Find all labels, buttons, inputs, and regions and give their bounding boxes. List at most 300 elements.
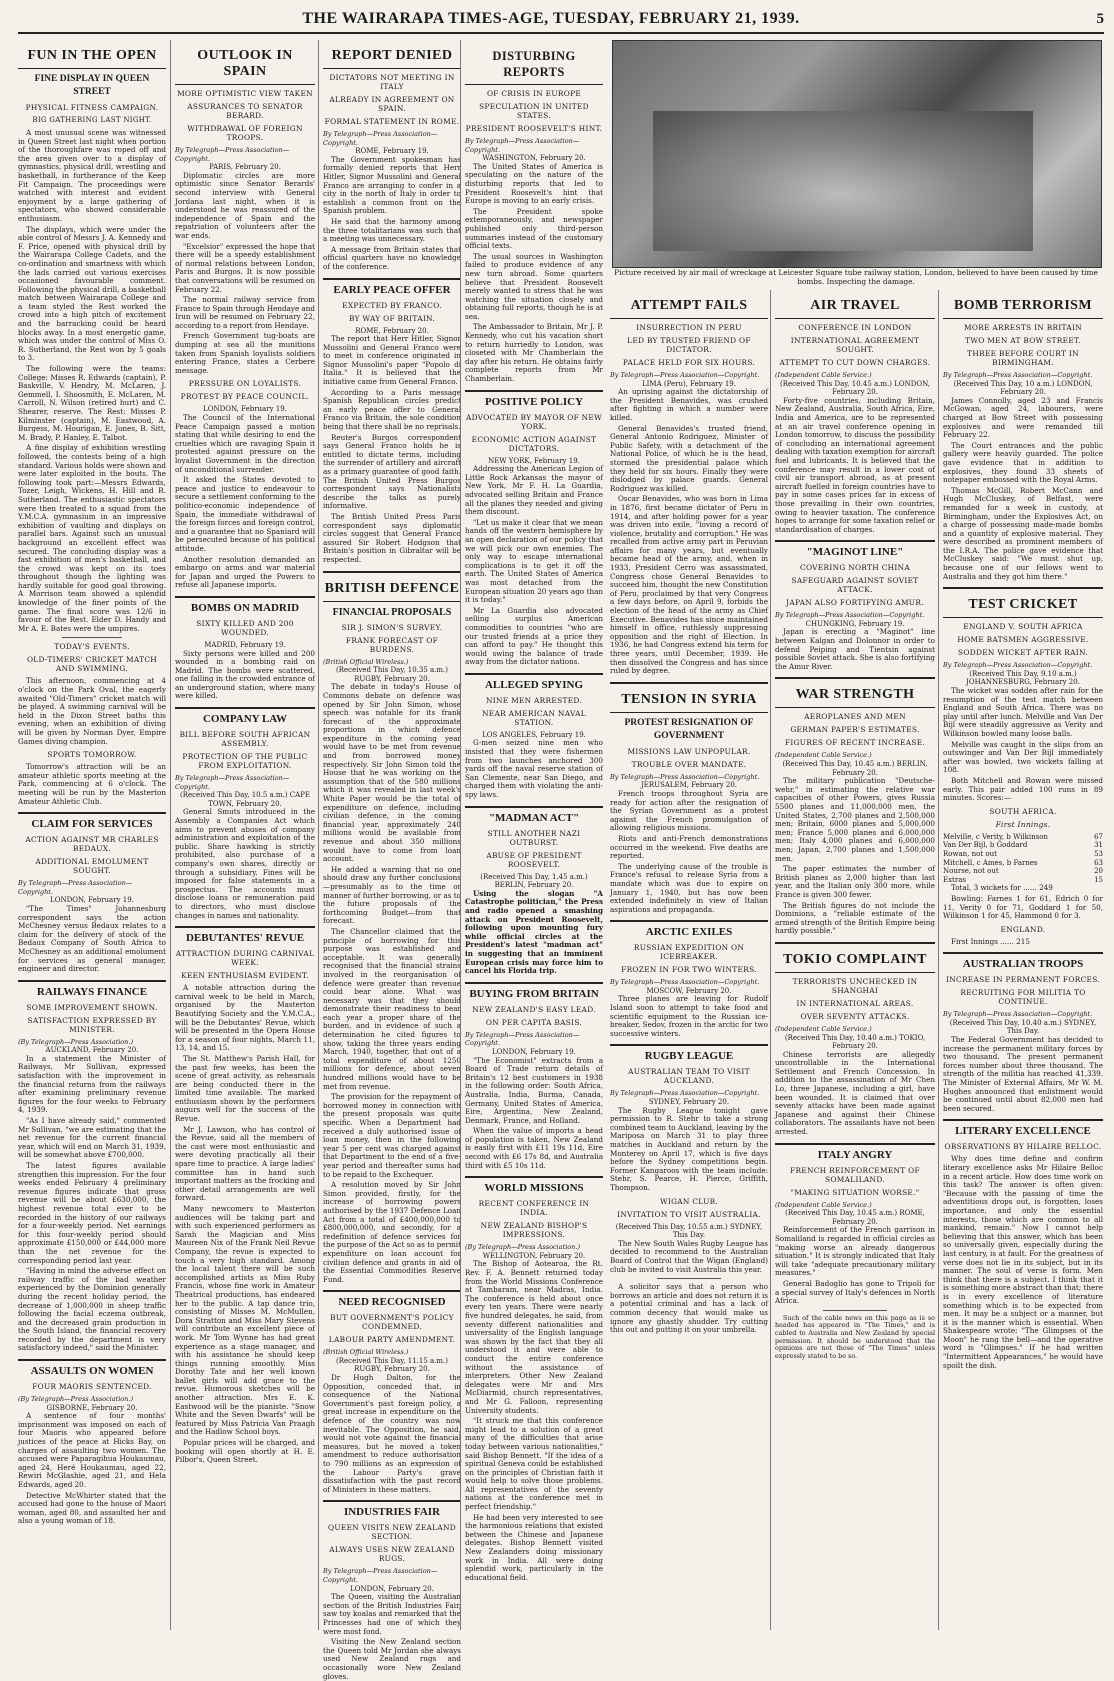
paragraph: The Federal Government has decided to increase the permanent military forces by two thousand. The present permanent forces number about three thousand. The strength of the militia has reached 41,339. The Minister of External Affairs, Mr W. M. Hughes announced that enlistment would be continued until about 82,000 men had been secured. (943, 1035, 1103, 1113)
paragraph: "Let us make it clear that we mean hands off the western hemisphere by an open declaration of our policy that we will pick our own enemies. The only way to escape international complications is to get it off the earth. The United States of America was most detached from the European situation 20 years ago than it is today." (465, 517, 603, 605)
paragraph: Oscar Benavides, who was born in Lima in 1876, first became dictator of Peru in 1914, and after holding power for a year was driven into exile, "loving a record of violence, brutality and corruption." He was recalled from active army part in Peruvian affairs for many years, but eventually became head of the army, and, when in 1933, President Cerro was assassinated, Congress chose General Benavides to succeed him, thought the new Constitution of Peru, proclaimed by that very Congress a few days before, on April 9, forbids the election of the head of the army as Chief Executive. Benavides has since maintained himself in office, ruthlessly suppressing opposition and the right of Election. In 1936, he had Congress extend his term for three years, until December, 1939. He then dissolved the Congress and has since ruled by degree. (610, 494, 768, 676)
column-3 (318, 40, 465, 1681)
paragraph: G-men seized nine men who insisted that they were fishermen from two launches anchored 300 yards off the naval reserve station of San Clemente, near San Diego, and charged them with violating the anti-spy laws. (465, 738, 603, 800)
headline: LITERARY EXCELLENCE (955, 1125, 1091, 1138)
column-5 (606, 290, 772, 1630)
byline: By Telegraph—Press Association—Copyright. (943, 371, 1093, 379)
dateline: WELLINGTON, February 20. (482, 1251, 586, 1260)
article-need-recognised (323, 1290, 461, 1494)
dateline: (Received This Day, 10.45 a.m.) BERLIN, February 20. (782, 760, 928, 777)
paragraph: The provision for the repayment of borrowed money in connection with the present proposals was quite specific. When a Department had received a duly authorised issue of loan money, then in the following year 5 per cent was charged against that Department to the end of a five-year period and thereafter sums had to be repaid to the Exchequer. (323, 1092, 461, 1179)
paragraph: The President spoke extemporaneously, and newspaper published only third-person summaries instead of the customary official texts. (465, 206, 603, 251)
headline: DISTURBING REPORTS (465, 44, 603, 85)
article-early-peace-offer (323, 278, 461, 565)
headline: TODAY'S EVENTS. (54, 642, 130, 652)
divider (657, 1278, 720, 1279)
paragraph: Using the slogan "A Catastrophe politician," the Press and radio opened a smashing attack on President Roosevelt, following upon mounting fury while official circles at the President's latest "madman act" in suggesting that an imminent European crisis may force him to cancel his Florida trip. (465, 888, 603, 976)
deck: WIGAN CLUB. (659, 1196, 719, 1206)
paragraph: "As I have already said," commented Mr Sullivan, "we are estimating that the net revenue for the current financial year, which will end on March 31, 1939, will be somewhat above £700,000. (18, 1116, 166, 1160)
paragraph: An uprising against the dictatorship of the President Benavides, was crushed after fighting in which a number were killed. (610, 387, 768, 422)
article-outlook-in-spain (175, 44, 315, 590)
deck: SATISFACTION EXPRESSED BY MINISTER. (27, 1015, 157, 1034)
dateline: LONDON, February 19. (203, 405, 287, 414)
byline: By Telegraph—Press Association—Copyright. (323, 1567, 438, 1584)
headline: AIR TRAVEL (775, 294, 935, 319)
headline: TEST CRICKET (943, 593, 1103, 618)
paragraph: Melville was caught in the slips from an outswinger and Van Der Bijl immediately after was bowled, two wickets falling at 108. (943, 739, 1103, 775)
deck: QUEEN VISITS NEW ZEALAND SECTION. (328, 1523, 456, 1542)
dateline: (Received This Day, 11.15 a.m.) RUGBY, February 20. (336, 1356, 448, 1374)
score-total: First Innings ...... 215 (951, 936, 1030, 946)
headline: TENSION IN SYRIA (610, 688, 768, 713)
score-total: Total, 3 wickets for ...... 249 (951, 883, 1053, 893)
deck: CONFERENCE IN LONDON (798, 323, 912, 332)
headline: RUGBY LEAGUE (644, 1050, 734, 1063)
paragraph: Detective McWhirter stated that the accused had gone to the house of Maori woman, aged 80, and assaulted her and also a young woman of 18. (18, 1490, 166, 1526)
paragraph: A solicitor says that a person who borrows an article and does not return it is a potential criminal and has a lack of common decency that would make us ignore any ghastly shudder. Try cutting this out and putting it on your umbrella. (610, 1282, 768, 1335)
deck: PROTEST BY PEACE COUNCIL. (180, 392, 310, 402)
deck: LABOUR PARTY AMENDMENT. (328, 1335, 456, 1345)
article-war-strength (775, 677, 935, 935)
paragraph: The military publication "Deutsche-wehr," in estimating the relative war capacities of other Powers, gives Russia 5500 planes and 11,000,000 men, the United States, 2,700 planes and 2,500,000 men; Britain, 6000 planes and 5,000,000 men; France 5,000 planes and 6,000,000 men; Italy 4,000 planes and 6,000,000 men; Japan, 2,700 planes and 1,500,000 men. (775, 776, 935, 863)
deck: ASSURANCES TO SENATOR BERARD. (187, 102, 303, 120)
byline: By Telegraph—Press Association—Copyright. (775, 611, 925, 620)
deck: IN INTERNATIONAL AREAS. (796, 998, 914, 1008)
article-attempt-fails (610, 294, 768, 676)
paragraph: A resolution moved by Sir John Simon provided, firstly, for the increase of borrowing powers authorised by the 1937 Defence Loan Act from a total of £400,000,000 to £800,000,000, and secondly, for a redefinition of defence services for the purpose of the Act so as to permit expenditure on loan account for civilian defence and grants in aid of the Essential Commodities Reserve Fund. (323, 1180, 461, 1284)
byline: By Telegraph—Press Association—Copyright. (323, 130, 438, 147)
article-arctic-exiles (610, 920, 768, 1038)
bowling-figures: Bowling: Farnes 1 for 61, Edrich 0 for 11, Verity 0 for 71, Goddard 1 for 50, Wilkinson 1 for 45, Hammond 0 for 3. (943, 893, 1103, 921)
deck: WITHDRAWAL OF FOREIGN TROOPS. (187, 124, 303, 142)
dateline: LONDON, February 19. (50, 896, 134, 905)
byline: (Independent Cable Service.) (775, 1200, 872, 1209)
article-test-cricket (943, 587, 1103, 946)
byline: By Telegraph—Press Association—Copyright. (175, 774, 290, 791)
paragraph: General Benavides's trusted friend, General Antonio Rodriguez, Minister of Public Safety, with a detachment of the National Police, of which he is the head, stormed the presidential palace which they held for six hours. Finally they were dislodged by palace guards. General Rodriguez was killed. (610, 423, 768, 493)
column-1 (18, 40, 170, 1630)
deck: RECRUITING FOR MILITIA TO CONTINUE. (960, 988, 1086, 1007)
score-row: Nourse, not out 20 (943, 867, 1103, 876)
dateline: (Received This Day, 10.40 a.m.) TOKIO, February 20. (784, 1033, 926, 1051)
column-2 (170, 40, 319, 1630)
paragraph: Japan is erecting a "Maginot" line between Kalgan and Dolonnor in order to defend Peiping and Tientsin against possible Soviet attack. She is also fortifying the Amur River. (775, 627, 935, 671)
byline: By Telegraph—Press Association—Copyright. (610, 1089, 760, 1098)
deck: BILL BEFORE SOUTH AFRICAN ASSEMBLY. (179, 730, 311, 749)
byline: (Independent Cable Service.) (775, 1024, 872, 1033)
paragraph: "The Economist" extracts from a Board of Trade return details of Britain's 12 best customers in 1938 in the following order: South Africa, Australia, India, Burma, Canada, Germany, United States of America, Eire, Argentina, New Zealand, Denmark, France, and Holland. (465, 1055, 603, 1125)
dateline: LONDON, February 19. (492, 1047, 576, 1056)
deck: SOME IMPROVEMENT SHOWN. (26, 1002, 158, 1012)
headline: INDUSTRIES FAIR (343, 1506, 441, 1519)
deck: SAFEGUARD AGAINST SOVIET ATTACK. (791, 576, 919, 595)
paragraph: The paper estimates the number of British planes as 2,000 higher than last year, and the Italian only 300 more, while France is given 300 fewer. (775, 864, 935, 899)
byline: (By Telegraph—Press Association.) (18, 1395, 133, 1404)
article-tokio-complaint (775, 942, 935, 1137)
dateline: WASHINGTON, February 20. (482, 154, 586, 163)
photo-caption: Picture received by air mail of wreckage at Leicester Square tube railway station, London, believed to have been caused by time bombs. Inspecting the damage. (614, 268, 1098, 286)
headline: NEED RECOGNISED (338, 1296, 446, 1309)
paragraph: Reinforcement of the French garrison in Somaliland is regarded in official circles as "making worse an already dangerous situation." It is strongly indicated that Italy will take "adequate precautionary military measures." (775, 1225, 935, 1278)
paragraph: The normal railway service from France to Spain through Hendaye and Irun will be resumed on February 22, according to a report from Hendaye. (175, 295, 315, 330)
dateline: (Received This Day, 10.45 a.m.) LONDON, February 20. (780, 379, 930, 397)
paragraph: Popular prices will be charged, and booking will open shortly at H. E. Pilbor's, Queen Street. (175, 1438, 315, 1465)
dateline: (Received This Day, 10.35 a.m.) RUGBY, February 20. (336, 666, 448, 683)
dateline: MADRID, February 19. (204, 640, 286, 649)
deck: ADDITIONAL EMOLUMENT SOUGHT. (35, 857, 149, 876)
deck: AEROPLANES AND MEN (804, 712, 906, 722)
paragraph: The Chancellor claimed that the principle of borrowing for this purpose was established and acceptable. It was generally recognised that the financial strains involved in the reorganisation of defence were greater than revenue could bear alone. What was necessary was that they should demonstrate their readiness to bear each year a proper share of the burden, and in evidence of such a determination he cited figures to show, taking the three years ending March, 1940, together, that out of a total expenditure of about 1250 millions for defence, about seven hundred millions would have to be met from revenue. (323, 926, 461, 1091)
article-company-law (175, 707, 315, 920)
paragraph: Thomas McGill, Robert McCann and Hugh McCluskey, of Belfast, were remanded for a week in custody, at Birmingham, under the Explosives Act, on a charge of possessing made-made bombs and a quantity of explosive material. They were described as prominent members of the I.R.A. The police gave evidence that McCluskey said: "We must shut up, because one of our fellows went to Australia and they got him there." (943, 485, 1103, 581)
paragraph: A fine display of exhibition wrestling followed, the contests being of a high standard. Various holds were shown and were later exploited in the bouts. The following took part:—Messrs Edwards, Tozer, Leigh, Wickens, H. Hill and R. Sutherland. The enthusiastic spectators were then treated to a squad from the Y.M.C.A. gymnasium in an impressive exhibition of vaulting and displays on parallel bars. Against such an unusual background an excellent effect was secured. The concluding display was a fast exhibition of men's basketball, and the crowd was kept on its toes throughout though the lighting was hardly suitable for good goal throwing. A Morrison team showed a splendid knowledge of the finer points of the game. The final score was 12/6 in favour of the Rest. Elder D. Handy and Mr A. E. Bates were the umpires. (18, 443, 166, 633)
paragraph: The British figures do not include the Dominions, a "reliable estimate of the armed strength of the British Empire being hardly possible." (775, 900, 935, 936)
deck: ATTRACTION DURING CARNIVAL WEEK. (175, 949, 315, 968)
paragraph: Many newcomers to Masterton audiences will be taking part and with such experienced performers as Sarah the Magician and Miss Maureen Nix of the Frank Neil Revue Company, the revue is expected to touch a very high standard. Among the local talent there will be such accomplished artists as Miss Ruby Francis, whose fine work in Amateur Theatrical productions, has endeared her to the public. A tap dance trio, consisting of Misses M. McMullen, Dora Stratton and Miss Mary Stevens will contribute an excellent piece of work. Mr Tom Wynne has had great experience as a stage manager, and with his assistance he should keep things running smoothly. Miss Dorothy Tate and her well known ballet girls will add grace to the revue. Humorous sketches will be another attraction. Mrs E. K. Eastwood will be the pianiste. "Snow White and the Seven Dwarfs" will be featured by Miss Patricia Van Praagh and the Hadlow School boys. (175, 1204, 315, 1437)
deck: PALACE HELD FOR SIX HOURS. (622, 358, 756, 367)
headline: BRITISH DEFENCE (323, 577, 461, 602)
paragraph: General Badoglio has gone to Tripoli for a special survey of Italy's defences in North Africa. (775, 1278, 935, 1306)
paragraph: He added a warning that no one should draw any further conclusions—presumably as to the time or manner of further borrowing, or as to the future proposals of the forthcoming Budget—from that forecast. (323, 864, 461, 926)
deck: TROUBLE OVER MANDATE. (631, 759, 747, 769)
paragraph: Tomorrow's attraction will be an amateur athletic sports meeting at the Park, commencing at 6 o'clock. The meeting will be run by the Masterton Amateur Athletic Club. (18, 762, 166, 806)
dateline: LOS ANGELES, February 19. (482, 730, 586, 739)
deck: RUSSIAN EXPEDITION ON ICEBREAKER. (633, 943, 745, 962)
deck: OVER SEVENTY ATTACKS. (800, 1011, 910, 1021)
dateline: LIMA (Peru), February 19. (642, 379, 736, 388)
dateline: JERUSALEM, February 20. (640, 781, 738, 790)
paragraph: The British United Press Paris correspondent says diplomatic circles suggest that General Franco assured Sir Robert Hodgson that Britain's position in Gibraltar will be respected. (323, 511, 461, 564)
copyright-note: Such of the cable news on this page as is so headed has appeared in "The Times," and is cabled to Australia and New Zealand by special permission. It should be understood that the opinions are not those of "The Times" unless expressly stated to be so. (775, 1313, 935, 1360)
byline: By Telegraph—Press Association—Copyright. (175, 146, 290, 163)
headline: WORLD MISSIONS (484, 1182, 584, 1195)
deck: KEEN ENTHUSIASM EVIDENT. (181, 971, 309, 981)
paragraph: When the value of imports a head of population is taken, New Zealand is easily first with £11 19s 11d, Eire second with £6 17s 8d, and Australia third with £5 10s 11d. (465, 1126, 603, 1170)
dateline: SYDNEY, February 20. (648, 1098, 730, 1107)
divider (823, 1310, 887, 1311)
newspaper-title: THE WAIRARAPA TIMES-AGE, TUESDAY, FEBRUARY 21, 1939. (302, 10, 800, 27)
article-assaults-on-women (18, 1359, 166, 1526)
score-row: Van Der Bijl, b Goddard 31 (943, 841, 1103, 850)
article-literary-excellence (943, 1119, 1103, 1370)
article-world-missions (465, 1176, 603, 1582)
deck: JAPAN ALSO FORTIFYING AMUR. (786, 598, 924, 608)
deck: INTERNATIONAL AGREEMENT SOUGHT. (790, 336, 920, 354)
paragraph: A sentence of four months' imprisonment was imposed on each of four Maoris who appeared before justices of the peace at Hicks Bay, on charges of assaulting two women. The accused were Paparagihua Houkaumau, aged 24, Heré Houkaumau, aged 22, Rewiri McGlashie, aged 21, and Hela Edwards, aged 20. (18, 1411, 166, 1489)
byline: (Independent Cable Service.) (775, 751, 872, 760)
byline: By Telegraph—Press Association—Copyright. (610, 371, 760, 379)
deck: INSURRECTION IN PERU (636, 323, 742, 332)
paragraph: The Court entrances and the public gallery were heavily guarded. The police gave evidence that in addition to explosives, they found 33 sheets of notepaper embossed with the Royal Arms. (943, 440, 1103, 485)
deck: NEW ZEALAND'S EASY LEAD. (472, 1004, 596, 1014)
paragraph: Reuter's Burgos correspondent says General Franco holds he is entitled to dictate terms, including the surrender of artillery and aircraft as a primary guarantee of good faith. The British United Press Burgos correspondent says Nationalists describe the talks as purely informative. (323, 432, 461, 511)
dateline: ROME, February 20. (355, 326, 429, 335)
article-alleged-spying (465, 673, 603, 800)
dateline: (Received This Day, 9.10 a.m.) JOHANNESBURG, February 20. (966, 669, 1080, 687)
article-australian-troops (943, 952, 1103, 1113)
headline: RAILWAYS FINANCE (36, 985, 148, 998)
paragraph: The Queen, visiting the Australian section of the British Industries Fair, saw toy koalas and remarked that the Princesses had one of which they were most fond. (323, 1592, 461, 1636)
paragraph: The St. Matthew's Parish Hall, for the past few weeks, has been the scene of great activity, as rehearsals are being conducted there in the limited time available. The marked enthusiasm shown by the performers augurs well for the success of the Revue. (175, 1053, 315, 1124)
deck: MORE ARRESTS IN BRITAIN (963, 323, 1082, 332)
byline: By Telegraph—Press Association—Copyright. (943, 661, 1093, 670)
deck: ALREADY IN AGREEMENT ON SPAIN. (329, 95, 455, 113)
deck: FRANK FORECAST OF BURDENS. (345, 635, 439, 654)
paragraph: The usual sources in Washington failed to produce evidence of any new turn abroad. Some quarters believe that President Roosevelt merely wanted to stress that he was watching the situation closely and obtaining full reports, though he is at sea. (465, 251, 603, 321)
headline: ARCTIC EXILES (645, 926, 733, 939)
deck: PHYSICAL FITNESS CAMPAIGN. (25, 103, 159, 112)
paragraph: James Connolly, aged 23 and Francis McGowan, aged 24, labourers, were charged at Bow Street with possessing explosives and were remanded till February 22. (943, 395, 1103, 440)
deck: STILL ANOTHER NAZI OUTBURST. (487, 828, 581, 847)
paragraph: "Excelsior" expressed the hope that there will be a speedy establishment of normal relations between London, Paris and Burgos. It is now possible that conversations will be resumed on February 22. (175, 241, 315, 294)
dateline: PARIS, February 20. (209, 163, 281, 172)
headline: BUYING FROM BRITAIN (469, 987, 599, 1000)
headline: OUTLOOK IN SPAIN (175, 44, 315, 85)
news-photo-wreckage (612, 40, 1102, 268)
paragraph: The underlying cause of the trouble is France's refusal to release Syria from a mandate which was due to expire on January 1, 1940, but has now been extended indefinitely in view of Italian aspirations and propaganda. (610, 861, 768, 914)
paragraph: The New South Wales Rugby League has decided to recommend to the Australian Board of Control that the Wigan (England) club be invited to visit Australia this year. (610, 1238, 768, 1274)
deck: NEW ZEALAND BISHOP'S IMPRESSIONS. (480, 1221, 588, 1240)
paragraph: The report that Herr Hitler, Signor Mussolini and General Franco were to meet in conference originated in Signor Mussolini's paper "Popolo di Italia." It is believed that the initiative came from General Franco. (323, 334, 461, 387)
deck: HOME BATSMEN AGGRESSIVE. (957, 635, 1089, 645)
paragraph: The wicket was sodden after rain for the resumption of the test match between England and South Africa. There was no play until after lunch. Melville and Van Der Bijl were steadily aggressive as Verity and Wilkinson bowled many loose balls. (943, 686, 1103, 738)
headline: ATTEMPT FAILS (610, 294, 768, 319)
deck: AUSTRALIAN TEAM TO VISIT AUCKLAND. (628, 1067, 750, 1086)
deck: ENGLAND V. SOUTH AFRICA (963, 622, 1083, 632)
subheadline: FINE DISPLAY IN QUEEN STREET (34, 74, 150, 97)
dateline: (Received This Day, 10.5 a.m.) CAPE TOWN, February 20. (179, 791, 310, 808)
scoreboard (943, 833, 1103, 885)
score-row: Melville, c Verity, b Wilkinson 67 (943, 832, 1103, 841)
deck: BY WAY OF BRITAIN. (349, 313, 435, 323)
deck: LED BY TRUSTED FRIEND OF DICTATOR. (627, 336, 751, 354)
paragraph: Why does time define and confirm literary excellence asks Mr Hilaire Belloc in a recent article. How does time work on this task? The answer is often given: "Because with the passing of time the adventitious drops out, is forgotten, loses importance, and only the essential interests, those which are common to all mankind, remain." Now I cannot help believing that this answer, which has been so universally given, especially during the last century, is at fault. For the greatness of verse does not lie in its subject, but in its manner. The soul of verse is form. Men think that there is a subject. I think that it is something more abstract than that; there is in every excellence of literature something which is to be expected from men. It may be a subject or a manner, but it is the manner which is essential. When Shakespeare wrote: "The Glimpses of the Moon" he rang the bell—and the operative word is "Glimpses." If he had written "Intermittent Appearances," he would have spoilt the dish. (943, 1154, 1103, 1370)
article-italy-angry (775, 1143, 935, 1361)
deck: GERMAN PAPER'S ESTIMATES. (790, 725, 920, 735)
deck: RECENT CONFERENCE IN INDIA. (478, 1199, 590, 1218)
deck: EXPECTED BY FRANCO. (342, 300, 442, 310)
paragraph: The displays, which were under the able control of Messrs J. A. Kennedy and F. Price, opened with physical drill by the Wairarapa College Cadets, and the co-ordination and smartness with which the lads carried out various exercises occasioned favourable comment. Following the physical drill, a basketball match between Wairarapa College and a team styled the Rest worked the crowd into a high pitch of excitement and the barracking could be heard blocks away. In a most energetic game, which was under the control of Miss O. R. Sutherland, the Rest won by 5 goals to 3. (18, 224, 166, 363)
dateline: GISBORNE, February 20. (46, 1403, 138, 1412)
article-bomb-terrorism (943, 294, 1103, 581)
paragraph: "Having in mind the adverse effect on railway traffic of the bad weather experienced by the Dominion generally during the recent holiday period, the decrease of 1,000,000 in sheep traffic following the facial eczema outbreak, and the decreased grain production in the South Island, the financial recovery recorded by the department is very satisfactory indeed," said the Minister. (18, 1266, 166, 1353)
deck: ECONOMIC ACTION AGAINST DICTATORS. (471, 434, 597, 453)
column-7 (938, 290, 1107, 1630)
deck: BIG GATHERING LAST NIGHT. (32, 116, 152, 124)
divider (62, 637, 121, 638)
article-air-travel (775, 294, 935, 534)
deck: NINE MEN ARRESTED. (485, 695, 583, 705)
paragraph: It asked the States devoted to peace and justice to endeavour to secure a settlement conforming to the politico-economic independence of Spain, the immediate withdrawal of the foreign forces and foreign control, and a guarantee that no Spaniard will be persecuted because of his political attitude. (175, 475, 315, 553)
byline: By Telegraph—Press Association—Copyright. (18, 879, 133, 896)
headline: EARLY PEACE OFFER (333, 283, 451, 296)
paragraph: Another resolution demanded an embargo on arms and war material for Japan and urged the Powers to refuse all Japanese imports. (175, 554, 315, 590)
deck: OBSERVATIONS BY HILAIRE BELLOC. (944, 1142, 1102, 1152)
paragraph: Mr J. Lawson, who has control of the Revue, said all the members of the cast were most enthusiastic and were devoting practically all their spare time to practice. A large ladies' committee has in hand such important matters as the frocking and other detail arrangements are well forward. (175, 1124, 315, 1203)
headline: WAR STRENGTH (775, 683, 935, 708)
deck: FORMAL STATEMENT IN ROME. (324, 117, 460, 126)
team-heading: SOUTH AFRICA. (989, 806, 1057, 816)
dateline: CHUNGKING, February 19. (805, 619, 905, 628)
deck: TWO MEN AT BOW STREET. (965, 336, 1081, 345)
deck: DICTATORS NOT MEETING IN ITALY (329, 73, 455, 91)
paragraph: Sixty persons were killed and 200 wounded in a bombing raid on Madrid. The bombs were scattered, one falling in the crowded entrance of an underground station, where many were killed. (175, 648, 315, 701)
paragraph: The Rugby League tonight gave permission to R. Stehr to take a strong combined team to Auckland, leaving by the Mariposa on March 31 to play three matches in Auckland and return by the Monterey on April 17, which is five days before the Sydney competitions begin. Former Kangaroos with the team include: Stehr, S. Pearce, H. Pierce, Griffith, Thompson. (610, 1105, 768, 1192)
deck: INCREASE IN PERMANENT FORCES. (946, 975, 1100, 985)
headline: DEBUTANTES' REVUE (185, 932, 305, 945)
paragraph: A notable attraction during the carnival week to be held in March, organised by the Masterton Beautifying Society and the Y.M.C.A., will be the Debutantes' Revue, which will be presented in the Opera House for a season of four nights, March 11, 13, 14, and 15. (175, 983, 315, 1053)
column-6 (770, 290, 939, 1630)
deck: SPORTS TOMORROW. (47, 750, 137, 760)
page-number: 5 (1096, 10, 1104, 27)
article-report-denied (323, 44, 461, 272)
article-bombs-on-madrid (175, 596, 315, 701)
byline: By Telegraph—Press Association—Copyright. (610, 978, 760, 987)
deck: NEAR AMERICAN NAVAL STATION. (482, 708, 586, 727)
byline: (British Official Wireless.) (323, 1348, 409, 1357)
paragraph: The Council of the International Peace Campaign passed a motion stating that while desiring to end the cruelties which are ravaging Spain it protested against pressure on the loyalist Government in the direction of unconditional surrender. (175, 413, 315, 474)
headline: BOMBS ON MADRID (190, 601, 300, 614)
column-4 (460, 40, 607, 1630)
deck: PRESIDENT ROOSEVELT'S HINT. (465, 124, 603, 133)
article-todays-events (18, 642, 166, 806)
paragraph: French Government tug-boats are dumping at sea all the munitions taken from Spanish loyalists soldiers entering France, states a Cerbere message. (175, 331, 315, 375)
paragraph: He said that the harmony among the three totalitarians was such that a meeting was unnecessary. (323, 216, 461, 244)
deck: FIGURES OF RECENT INCREASE. (784, 738, 926, 748)
paragraph: Visiting the New Zealand section the Queen told Mr Jordan she always used New Zealand rugs and occasionally wore New Zealand gloves. (323, 1637, 461, 1681)
headline: ASSAULTS ON WOMEN (30, 1365, 154, 1378)
deck: SODDEN WICKET AFTER RAIN. (958, 648, 1088, 658)
deck: FOUR MAORIS SENTENCED. (32, 1382, 152, 1392)
paragraph: A most unusual scene was witnessed in Queen Street last night when portion of the thoroughfare was roped off and the area given over to a display of gymnastics, physical drill, wrestling and basketball, in furtherance of the Keep Fit Campaign. The proceedings were watched with interest and evident enjoyment by a large gathering of spectators, who showed considerable enthusiasm. (18, 128, 166, 223)
article-positive-policy (465, 390, 603, 667)
headline: ALLEGED SPYING (484, 678, 584, 691)
deck: ACTION AGAINST MR CHARLES BEDAUX. (25, 835, 159, 854)
deck: ALWAYS USES NEW ZEALAND RUGS. (329, 1545, 455, 1564)
paragraph: Riots and anti-French demonstrations occurred in the weekend. Five deaths are reported. (610, 833, 768, 861)
deck: TERRORISTS UNCHECKED IN SHANGHAI (792, 976, 918, 995)
byline: By Telegraph—Press Association—Copyright. (943, 1010, 1093, 1019)
article-railways-finance (18, 980, 166, 1353)
dateline: (Received This Day, 10.55 a.m.) SYDNEY, This Day. (615, 1222, 763, 1240)
headline: TOKIO COMPLAINT (775, 948, 935, 973)
paragraph: "It struck me that this conference might lead to a solution of a great many of the difficulties that arise today between various nationalities," said Bishop Bennett. "If the idea of a spiritual Geneva could be established on the principles of Christian faith it would help to solve those problems. All representatives of the seventy nations at the conference met in perfect friendship." (465, 1416, 603, 1512)
deck: BUT GOVERNMENT'S POLICY CONDEMNED. (330, 1313, 454, 1332)
deck: ATTEMPT TO CUT DOWN CHARGES. (779, 358, 931, 367)
paragraph: Diplomatic circles are more optimistic since Senator Berards' second interview with General Jordana last night, when it is understood he was reassured of the independence of Spain and the repatriation of volunteers after the war ends. (175, 170, 315, 240)
paragraph: Three planes are leaving for Rudolf Island soon to attempt to take food and scientific equipment to the Russian ice-breaker, Sedov, frozen in the arctic for two successive winters. (610, 994, 768, 1038)
paragraph: The Bishop of Aotearoa, the Rt. Rev. F. A. Bennett returned today from the World Missions Conference at Tambaram, near Madras, India. The conference is held about once every ten years. There were nearly five hundred delegates, he said, from seventy different nationalities and universality of the English language was shown by the fact that they all understood it and were able to conduct the entire conference without the assistance of interpreters. Other New Zealand delegates were Mr and Mrs McDiarmid, church representatives, and Mr G. Falloon, representing University students. (465, 1259, 603, 1415)
deck: ADVOCATED BY MAYOR OF NEW YORK. (465, 412, 603, 431)
deck: PROTECTION OF THE PUBLIC FROM EXPLOITATION. (182, 752, 308, 771)
score-row: Extras 15 (943, 875, 1103, 884)
team-heading: ENGLAND. (1000, 924, 1046, 934)
byline: (By Telegraph—Press Association.) (465, 1243, 580, 1252)
article-maginot-line (775, 540, 935, 671)
deck: ON PER CAPITA BASIS. (485, 1017, 583, 1027)
article-madman-act (465, 806, 603, 976)
paragraph: French troops throughout Syria are ready for action after the resignation of the Syrian Government as a protest against the French promulgation of allowing religious missions. (610, 788, 768, 833)
deck: THREE BEFORE COURT IN BIRMINGHAM. (967, 349, 1079, 367)
deck: COVERING NORTH CHINA (799, 563, 911, 573)
deck: FROZEN IN FOR TWO WINTERS. (621, 965, 757, 975)
deck: OF CRISIS IN EUROPE (486, 89, 582, 98)
paragraph: In a statement the Minister of Railways, Mr Sullivan, expressed satisfaction with the improvement in the financial returns from the railways after examining preliminary revenue figures for the four weeks to February 4, 1939. (18, 1053, 166, 1115)
article-claim-for-services (18, 812, 166, 974)
dateline: LONDON, February 20. (350, 1584, 434, 1593)
dateline: ROME, February 19. (355, 147, 429, 156)
byline: (By Telegraph—Press Association.) (18, 1037, 133, 1046)
dateline: (Received This Day, 10.45 a.m.) ROME, February 20. (785, 1209, 925, 1226)
article-tension-in-syria (610, 682, 768, 915)
paragraph: Addressing the American Legion of Little Rock Arkansas the mayor of New York, Mr F. H. La Guardia, advocated selling Britain and France all the planes they needed and giving them discount. (465, 464, 603, 517)
paragraph: Both Mitchell and Rowan were missed early. This pair added 100 runs in 89 minutes. Scores:— (943, 775, 1103, 803)
headline: COMPANY LAW (202, 713, 288, 726)
article-buying-from-britain (465, 982, 603, 1171)
score-row: Mitchell, c Ames, b Farnes 63 (943, 858, 1103, 867)
byline: (British Official Wireless.) (323, 657, 409, 666)
article-disturbing-reports (465, 44, 603, 384)
byline: By Telegraph—Press Association—Copyright. (465, 137, 580, 154)
paragraph: The Government spokesman has formally denied reports that Herr Hitler, Signor Mussolini and General Franco are arranging to confer in a city in the north of Italy in order to establish a common front on the Spanish problem. (323, 154, 461, 216)
deck: SPECULATION IN UNITED STATES. (479, 102, 589, 120)
headline: "MAGINOT LINE" (806, 546, 904, 559)
dateline: (Received This Day, 1.45 a.m.) BERLIN, February 20. (480, 872, 588, 890)
headline: BOMB TERRORISM (943, 294, 1103, 319)
headline: ITALY ANGRY (817, 1148, 893, 1161)
byline: (Independent Cable Service.) (775, 371, 872, 379)
article-fun-in-the-open (18, 44, 166, 633)
dateline: (Received This Day, 10 a.m.) LONDON, February 20. (953, 379, 1093, 397)
score-row: Rowan, not out 53 (943, 849, 1103, 858)
paragraph: The following were the teams: College: Misses R. Edwards (captain), P. Baskville, V. Hendry, M. McLaren, J. Gemmell, I. Shoosmith, E. McLaren, M. Carroll, N. Wilson (retired hurt) and C. Shearer, reserve. The Rest: Misses P. Kilminster (captain), M. Eastwood, A. Burgess, M. Hourigan, E. Jones, B. Sitt, M. Brady, P. Hanley, E. Talbot. (18, 364, 166, 442)
byline: By Telegraph—Press Association—Copyright. (610, 772, 760, 781)
headline: AUSTRALIAN TROOPS (962, 958, 1084, 971)
headline: REPORT DENIED (323, 44, 461, 69)
paragraph: The Ambassador to Britain, Mr J. P. Kennedy, who cut his vacation short to return hurriedly to London, was closeted with Mr Chamberlain the day after his return. He obtains fairly complete reports from Mr Chamberlain. (465, 322, 603, 384)
article-rugby-league (610, 1044, 768, 1334)
deck: SIXTY KILLED AND 200 WOUNDED. (196, 618, 294, 637)
headline: "MADMAN ACT" (488, 811, 580, 824)
dateline: MOSCOW, February 20. (646, 986, 732, 995)
paragraph: This afternoon, commencing at 4 o'clock on the Park Oval, the eagerly awaited "Old-Timers" cricket match will be played. A swimming carnival will be held in the Dixon Street baths this evening, when an exhibition of diving will be given by Norman Dyer, Empire Games diving champion. (18, 676, 166, 746)
paragraph: Forty-five countries, including Britain, New Zealand, Australia, South Africa, Eire, India and America, are to be represented at an air travel conference opening in London tomorrow, to discuss the possibility of concluding an international agreement dealing with taxation exemption for aircraft fuel and lubricants. It is believed that the conference may result in a lower cost of civil air transport abroad, as at present aircraft fuelled in foreign countries have to pay in some cases prices far in excess of those prevailing in their own countries, owing to heavier taxation. The conference hopes to arrange for some taxation relief or standardisation of charges. (775, 395, 935, 534)
subheadline: PROTEST RESIGNATION OF GOVERNMENT (624, 717, 754, 741)
paragraph: Mr La Guardia also advocated selling surplus American commodities to countries "who are our trusted friends at a price they can afford to pay." He thought this would swing the balance of trade away from the dictator nations. (465, 605, 603, 667)
deck: SIR J. SIMON'S SURVEY. (341, 622, 443, 632)
paragraph: According to a Paris message Spanish Republican circles predict an early peace offer to General Franco via Britain, the sole condition being that there shall be no reprisals. (323, 387, 461, 432)
deck: "MAKING SITUATION WORSE." (790, 1187, 920, 1197)
paragraph: The United States of America is speculating on the nature of the disturbing reports that led to President Roosevelt's hint that Europe is moving to an early crisis. (465, 161, 603, 206)
deck: ABUSE OF PRESIDENT ROOSEVELT. (486, 850, 582, 869)
paragraph: Dr Hugh Dalton, for the Opposition, conceded that, in consequence of the National Government's past foreign policy, a great increase in expenditure on the defence of the country was now inevitable. The Opposition, he said, would not vote against the financial measures, but he moved a token amendment to reduce authorisation to 790 millions as an expression of the Labour Party's grave dissatisfaction with the past record of Ministers in these matters. (323, 1373, 461, 1494)
deck: MORE OPTIMISTIC VIEW TAKEN (177, 89, 313, 98)
deck: INVITATION TO VISIT AUSTRALIA. (617, 1209, 761, 1219)
paragraph: The latest figures available strengthen this impression. For the four weeks ended February 4 preliminary revenue figures indicate that gross revenue will be about £630,000, the highest revenue total ever to be recorded in the history of our railways for a four-weekly period. Net earnings for this four-weekly period should approximate £150,000 or £44,000 more than the net revenue for the corresponding period last year. (18, 1161, 166, 1265)
paragraph: General Smuts introduced in the Assembly a Companies Act which aims to prevent abuses of company administration and exploitation of the public. Share hawking is strictly prohibited, also purchase of a company's own shares, directly or through a subsidiary. Fines will be imposed for false statements in a prospectus. The accounts must disclose loans or remuneration paid to directors, who must disclose changes in names and nationality. (175, 807, 315, 920)
paragraph: A message from Britain states that official quarters have no knowledge of the conference. (323, 244, 461, 271)
paragraph: He had been very interested to see the harmonious relations that existed between the Chinese and Japanese delegates. Bishop Bennett visited New Zealanders doing missionary work in India. All were doing splendid work, particularly in the educational field. (465, 1512, 603, 1582)
subheadline: FINANCIAL PROPOSALS (332, 606, 452, 618)
paragraph: The debate in today's House of Commons debate on defence was opened by Sir John Simon, whose speech was notable for its frank forecast of the approximate proportions in which defence expenditure in the coming year would have to be met from revenue and from borrowed money respectively. Sir John Simon told the House that he was working on the assumption that of the 580 millions which it was revealed in last week's White Paper would be the total of expenditure on defence, including civilian defence, in the coming financial year, approximately 240 millions would be available from revenue and about 350 millions would have to come from loan account. (323, 682, 461, 864)
deck: FRENCH REINFORCEMENT OF SOMALILAND. (790, 1165, 920, 1184)
deck: PRESSURE ON LOYALISTS. (188, 379, 302, 389)
byline: By Telegraph—Press Association—Copyright. (465, 1030, 580, 1048)
headline: FUN IN THE OPEN (18, 44, 166, 69)
paragraph: "The Times" Johannesburg correspondent says the action McChesney versus Bedaux relates to a claim for the delivery of stock of the Bedaux Company of South Africa to McChesney as an additional emolument for services as general manager, engineer and director. (18, 903, 166, 974)
innings-heading: First Innings. (995, 819, 1051, 829)
dateline: (Received This Day, 10.40 a.m.) SYDNEY, This Day. (949, 1018, 1097, 1036)
